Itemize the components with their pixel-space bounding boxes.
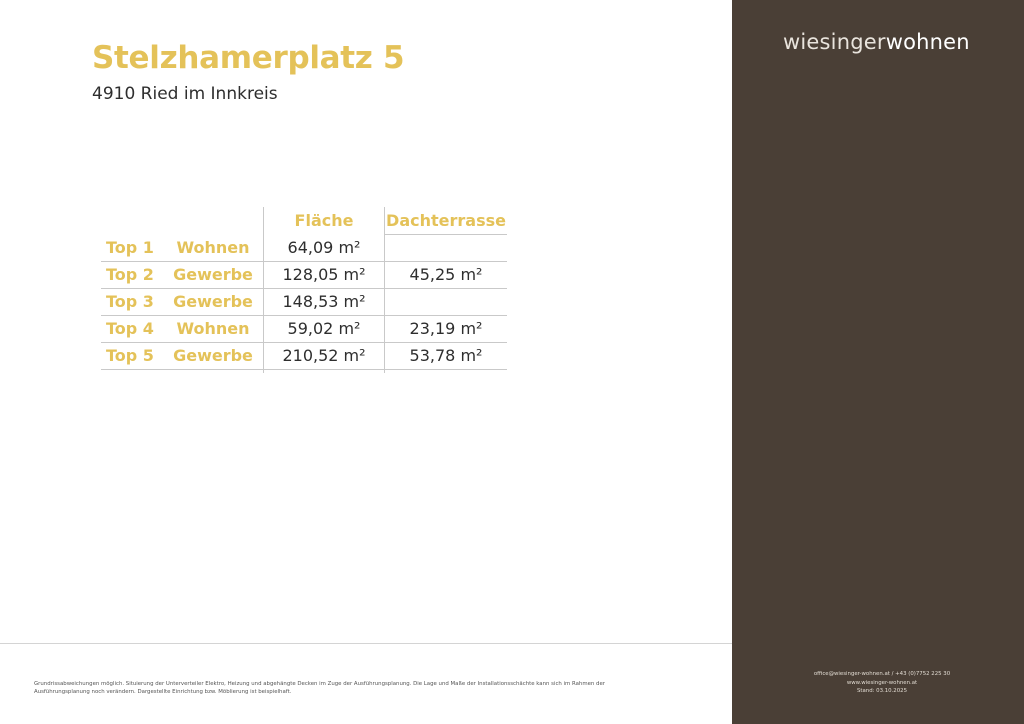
brand-sidebar (732, 0, 1024, 724)
address-subtitle: 4910 Ried im Innkreis (92, 84, 278, 104)
unit-use: Gewerbe (173, 265, 253, 284)
contact-website: www.wiesinger-wohnen.at (846, 679, 918, 686)
footer-divider (0, 643, 732, 644)
table-row (101, 261, 507, 289)
unit-area: 64,09 m² (287, 238, 361, 257)
contact-block (792, 670, 972, 696)
unit-terrace (385, 234, 507, 261)
disclaimer-text: Grundrissabweichungen möglich. Situierung der Unterverteiler Elektro, Heizung und abgehängte Decken im Zuge der Ausführungsplanung. Die Lage und Maße der Installationsschächte kann sich im Rahmen der Ausführungsplanung noch verändern. Dargestellte Einrichtung bzw. Möblierung ist beispielhaft. (34, 681, 605, 696)
table-row (101, 342, 507, 370)
unit-area: 128,05 m² (282, 265, 366, 284)
table-row (101, 288, 507, 316)
header-area: Fläche (294, 211, 354, 230)
unit-number: Top 2 (106, 265, 154, 284)
units-table (101, 207, 507, 373)
header-terrace: Dachterrasse (386, 211, 506, 230)
company-logo (783, 30, 970, 54)
logo-wordmark-bold: wohnen (885, 30, 970, 54)
unit-number: Top 1 (106, 238, 154, 257)
unit-area: 210,52 m² (282, 346, 366, 365)
table-row (101, 234, 507, 262)
logo-wordmark-light: wiesinger (783, 30, 886, 54)
unit-terrace (385, 288, 507, 315)
page-title: Stelzhamerplatz 5 (92, 40, 405, 76)
unit-number: Top 5 (106, 346, 154, 365)
unit-use: Gewerbe (173, 346, 253, 365)
unit-number: Top 4 (106, 319, 154, 338)
table-header-row (101, 207, 507, 234)
unit-use: Wohnen (176, 238, 250, 257)
document-date: Stand: 03.10.2025 (856, 688, 908, 695)
unit-area: 59,02 m² (287, 319, 361, 338)
unit-use: Gewerbe (173, 292, 253, 311)
unit-terrace: 45,25 m² (409, 265, 483, 284)
table-row (101, 315, 507, 343)
unit-terrace: 23,19 m² (409, 319, 483, 338)
unit-terrace: 53,78 m² (409, 346, 483, 365)
unit-number: Top 3 (106, 292, 154, 311)
unit-area: 148,53 m² (282, 292, 366, 311)
unit-use: Wohnen (176, 319, 250, 338)
contact-email-phone: office@wiesinger-wohnen.at / +43 (0)7752 225 30 (813, 671, 951, 677)
